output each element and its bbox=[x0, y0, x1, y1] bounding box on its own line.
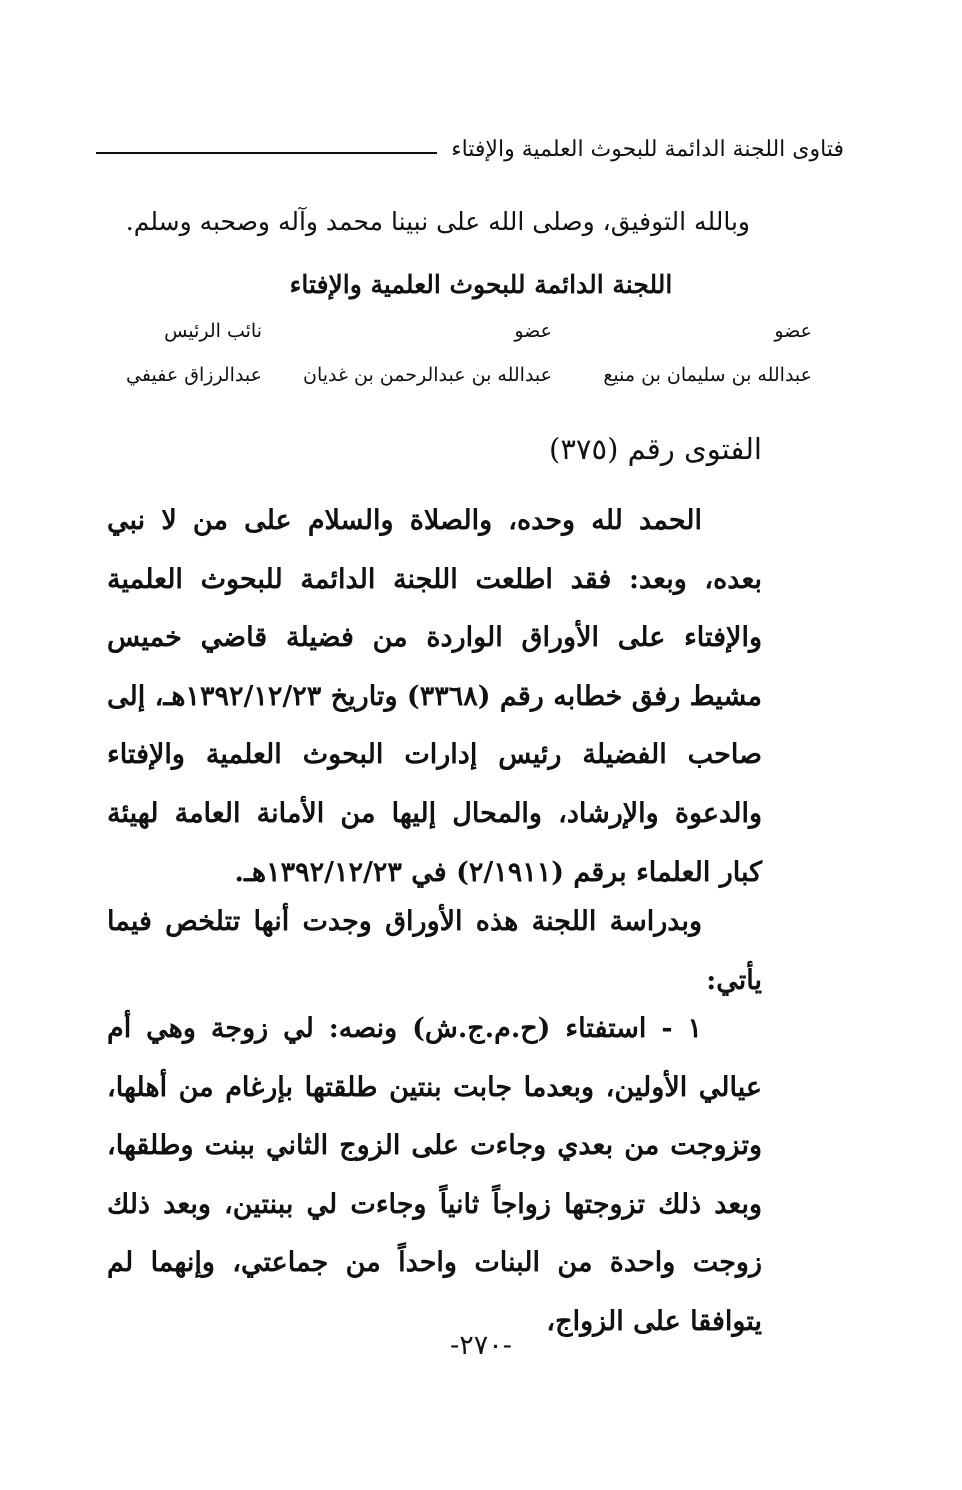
closing-line: وبالله التوفيق، وصلى الله على نبينا محمد وآله وصحبه وسلم. bbox=[125, 207, 750, 236]
paragraph bbox=[107, 492, 762, 902]
header-title: فتاوى اللجنة الدائمة للبحوث العلمية والإفتاء bbox=[451, 136, 844, 162]
signatory-name: عبدالرزاق عفيفي bbox=[126, 364, 262, 386]
signatory-name: عبدالله بن عبدالرحمن بن غديان bbox=[303, 364, 552, 386]
paragraph-text: ١ - استفتاء (ح.م.ج.ش) ونصه: لي زوجة وهي أم عيالي الأولين، وبعدما جابت بنتين طلقتها بإرغام من أهلها، وتزوجت من بعدي وجاءت على الزوج الثاني ببنت وطلقها، وبعد ذلك تزوجتها زواجاً ثانياً وجاءت لي ببنتين، وبعد ذلك زوجت واحدة من البنات واحداً من جماعتي، وإنهما لم يتوافقا على الزواج، bbox=[107, 1013, 762, 1337]
paragraph-text: وبدراسة اللجنة هذه الأوراق وجدت أنها تتلخص فيما يأتي: bbox=[107, 906, 762, 996]
paragraph bbox=[107, 893, 762, 1010]
paragraph-text: الحمد لله وحده، والصلاة والسلام على من لا نبي بعده، وبعد: فقد اطلعت اللجنة الدائمة للبحوث العلمية والإفتاء على الأوراق الواردة من فضيلة قاضي خميس مشيط رفق خطابه رقم (٣٣٦٨) وتاريخ ١٣٩٢/١٢/٢٣هـ، إلى صاحب الفضيلة رئيس إدارات البحوث العلمية والإفتاء والدعوة والإرشاد، والمحال إليها من الأمانة العامة لهيئة كبار العلماء برقم (٢/١٩١١) في ١٣٩٢/١٢/٢٣هـ. bbox=[107, 505, 762, 888]
signatory-role: عضو bbox=[514, 320, 552, 342]
signatory-name: عبدالله بن سليمان بن منيع bbox=[603, 364, 812, 386]
page-number: -٢٧٠- bbox=[450, 1330, 512, 1361]
fatwa-number: الفتوى رقم (٣٧٥) bbox=[549, 432, 762, 466]
committee-name: اللجنة الدائمة للبحوث العلمية والإفتاء bbox=[289, 270, 673, 299]
running-header bbox=[96, 132, 844, 166]
signatory-role: نائب الرئيس bbox=[164, 320, 262, 342]
header-rule bbox=[96, 152, 437, 154]
signatory-role: عضو bbox=[774, 320, 812, 342]
paragraph bbox=[107, 1000, 762, 1352]
